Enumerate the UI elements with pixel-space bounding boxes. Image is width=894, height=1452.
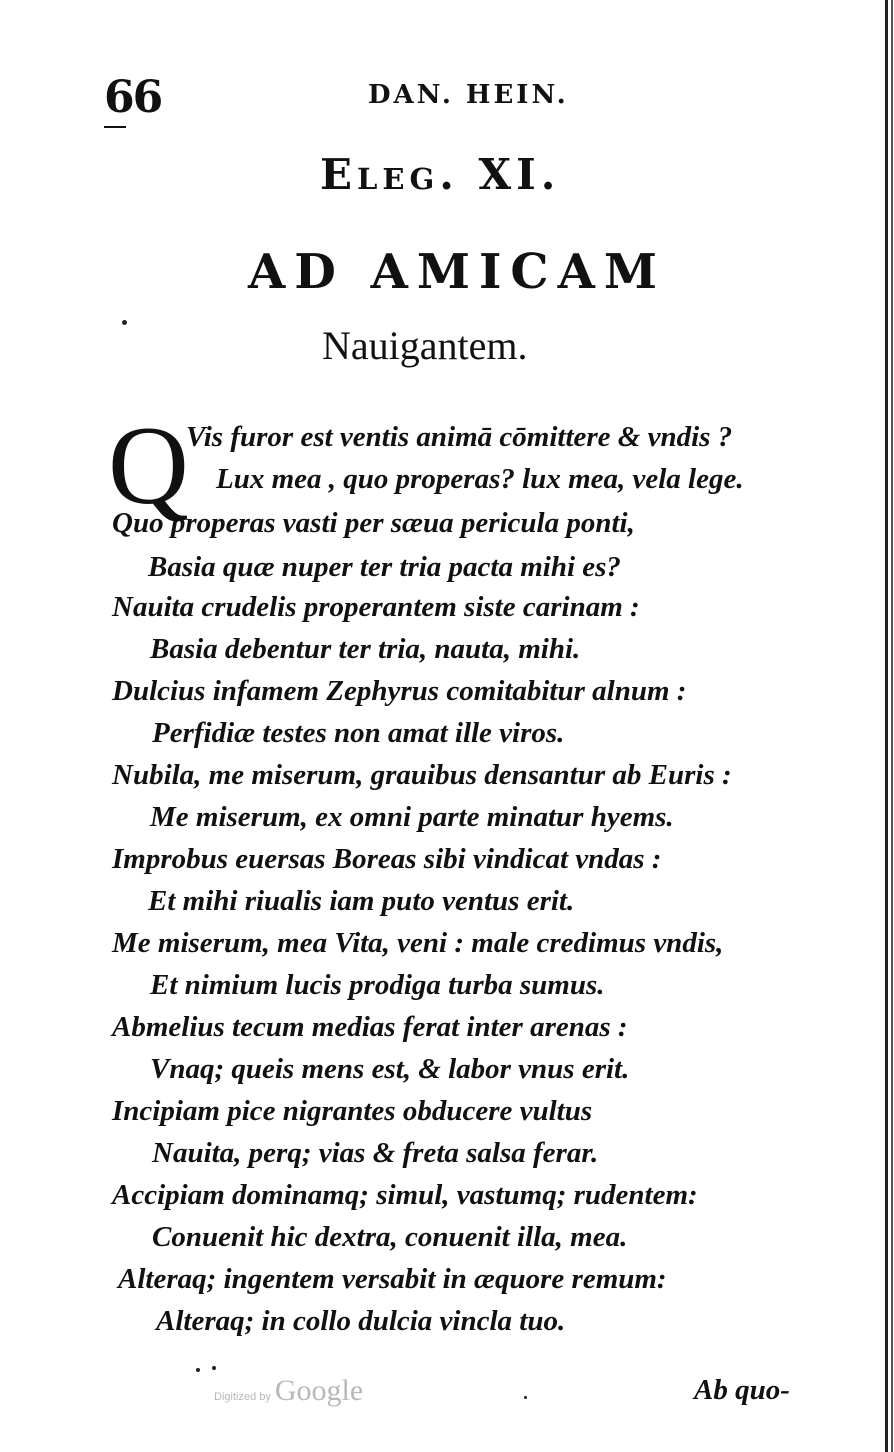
verse-line: Perfidiæ testes non amat ille viros. [152, 717, 565, 749]
verse-line: Nauita crudelis properantem siste carinam : [112, 591, 640, 623]
drop-cap: Q [108, 404, 189, 528]
verse-line: Dulcius infamem Zephyrus comitabitur alnum : [112, 675, 687, 707]
catchword: Ab quo- [694, 1374, 790, 1406]
page-edge [885, 0, 888, 1452]
verse-line: Vnaq; queis mens est, & labor vnus erit. [150, 1053, 630, 1085]
running-head: DAN. HEIN. [368, 80, 569, 110]
verse-line: Alteraq; in collo dulcia vincla tuo. [156, 1305, 566, 1337]
verse-line: Alteraq; ingentem versabit in æquore remum: [118, 1263, 667, 1295]
verse-line: Basia debentur ter tria, nauta, mihi. [150, 633, 581, 665]
page-edge-shadow [891, 0, 893, 1452]
digitized-watermark [214, 1374, 363, 1408]
page-number: 66 [104, 72, 162, 123]
verse-line: Me miserum, mea Vita, veni : male credimus vndis, [112, 927, 724, 959]
elegy-heading: Eleg. XI. [320, 150, 561, 199]
poem-subtitle: Nauigantem. [322, 323, 528, 368]
verse-line: Accipiam dominamq; simul, vastumq; rudentem: [112, 1179, 698, 1211]
verse-line: Lux mea , quo properas? lux mea, vela lege. [216, 463, 744, 495]
ink-speck [524, 1396, 527, 1399]
verse-line: Conuenit hic dextra, conuenit illa, mea. [152, 1221, 628, 1253]
google-logo: Google [274, 1374, 364, 1407]
verse-line: Nauita, perq; vias & freta salsa ferar. [152, 1137, 599, 1169]
verse-line: Quo properas vasti per sæua pericula ponti, [112, 507, 635, 539]
watermark-prefix: Digitized by [214, 1391, 271, 1403]
verse-line: Me miserum, ex omni parte minatur hyems. [150, 801, 674, 833]
verse-line: Abmelius tecum medias ferat inter arenas : [112, 1011, 628, 1043]
verse-line: Improbus euersas Boreas sibi vindicat vndas : [112, 843, 662, 875]
poem-title: AD AMICAM [248, 244, 666, 300]
verse-line: Et nimium lucis prodiga turba sumus. [150, 969, 605, 1001]
ink-speck [122, 320, 127, 325]
verse-line: Et mihi riualis iam puto ventus erit. [148, 885, 575, 917]
verse-line: Incipiam pice nigrantes obducere vultus [112, 1095, 593, 1127]
verse-line: Basia quæ nuper ter tria pacta mihi es? [148, 551, 621, 583]
verse-line: Vis furor est ventis animā cōmittere & vndis ? [186, 421, 733, 453]
ink-speck [212, 1366, 216, 1370]
ink-speck [196, 1368, 200, 1372]
verse-line: Nubila, me miserum, grauibus densantur ab Euris : [112, 759, 732, 791]
page-number-mark [104, 126, 126, 128]
